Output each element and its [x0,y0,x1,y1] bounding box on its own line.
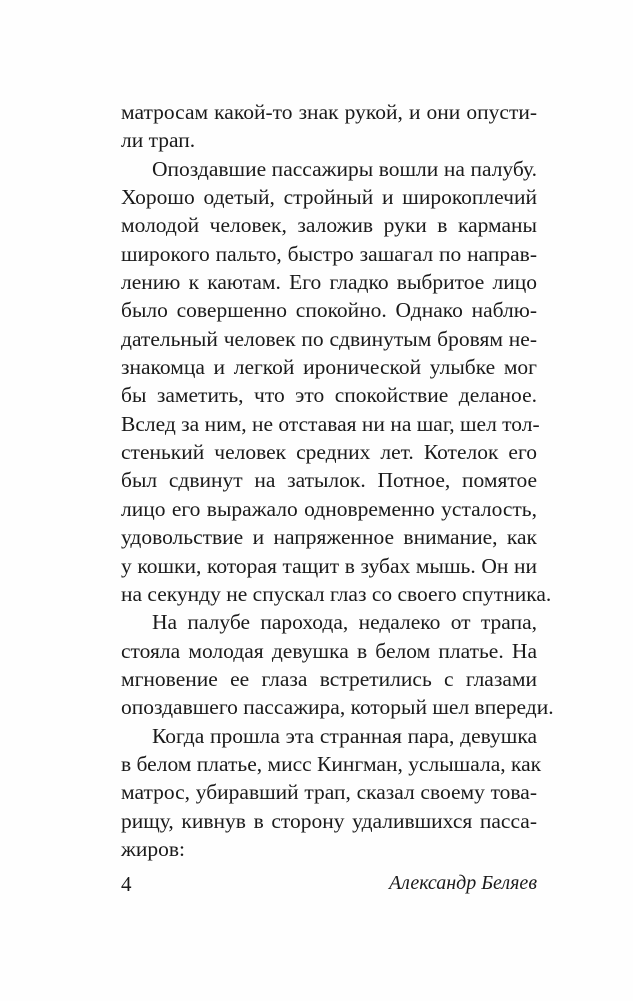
text-line: рищу, кивнув в сторону удалившихся пасса- [121,808,537,833]
page-footer [121,872,537,902]
page-number: 4 [121,872,132,896]
paragraph-first-line: Когда прошла эта странная пара, девушка [152,723,537,748]
text-line: у кошки, которая тащит в зубах мышь. Он ни [121,553,537,578]
text-line: матрос, убиравший трап, сказал своему това- [121,780,537,805]
text-line: жиров: [121,836,185,861]
text-line: дательный человек по сдвинутым бровям не- [121,326,537,351]
text-line: был сдвинут на затылок. Потное, помятое [121,468,537,493]
text-line: лицо его выражало одновременно усталость, [121,496,537,521]
text-line: Вслед за ним, не отставая ни на шаг, шел тол- [121,411,540,436]
text-line: знакомца и легкой иронической улыбке мог [121,355,537,380]
text-line: матросам какой-то знак рукой, и они опусти- [121,100,537,124]
text-line: Хорошо одетый, стройный и широкоплечий [121,185,537,210]
paragraph-first-line: Опоздавшие пассажиры вошли на палубу. [152,156,537,181]
paragraph-first-line: На палубе парохода, недалеко от трапа, [152,610,537,635]
text-line: молодой человек, заложив руки в карманы [121,213,537,238]
text-line: удовольствие и напряженное внимание, как [121,525,537,550]
text-line: стенький человек средних лет. Котелок его [121,440,537,465]
text-line: мгновение ее глаза встретились с глазами [121,666,537,691]
text-line: было совершенно спокойно. Однако наблю- [121,298,537,323]
text-line: ли трап. [121,128,196,153]
text-line: широкого пальто, быстро зашагал по направ- [121,241,537,266]
text-line: стояла молодая девушка в белом платье. На [121,638,537,663]
text-line: бы заметить, что это спокойствие деланое. [121,383,537,408]
text-line: опоздавшего пассажира, который шел впереди. [121,695,554,720]
running-footer-author: Александр Беляев [388,872,537,894]
text-line: в белом платье, мисс Кингман, услышала, как [121,751,542,776]
text-line: на секунду не спускал глаз со своего спутника. [121,581,552,606]
body-text [121,98,554,863]
text-line: лению к каютам. Его гладко выбритое лицо [121,270,537,295]
